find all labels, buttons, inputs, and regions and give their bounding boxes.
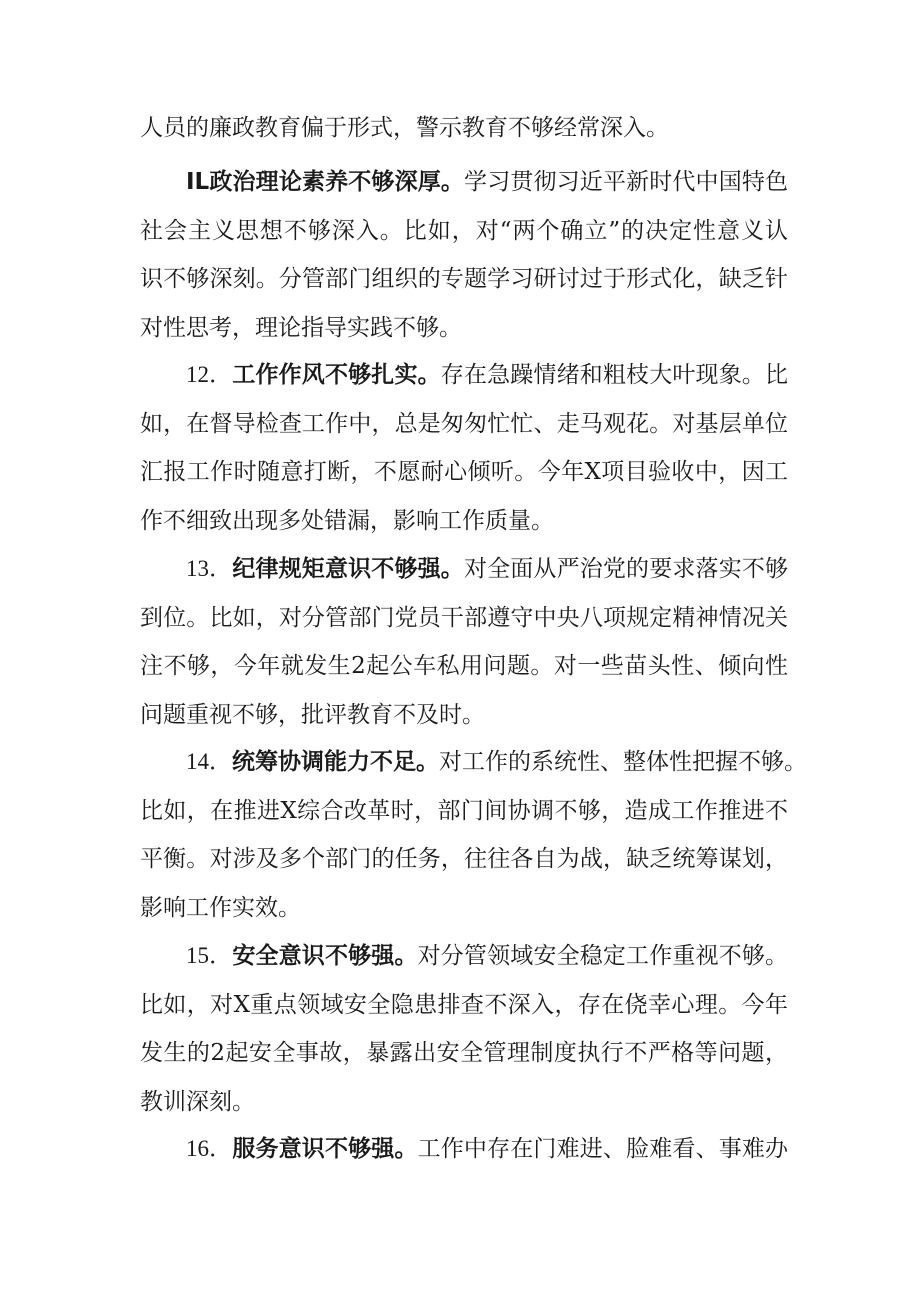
paragraph-line: 比如，在推进X综合改革时，部门间协调不够，造成工作推进不 xyxy=(140,797,788,824)
paragraph-line: 注不够，今年就发生2起公车私用问题。对一些苗头性、倾向性 xyxy=(140,653,788,679)
paragraph-line: 发生的2起安全事故，暴露出安全管理制度执行不严格等问题， xyxy=(140,1040,788,1066)
item-text: 学习贯彻习近平新时代中国特色 xyxy=(464,169,789,195)
paragraph-item-11 xyxy=(140,158,788,352)
paragraph-line: 到位。比如，对分管部门党员干部遵守中央八项规定精神情况关 xyxy=(140,604,788,631)
paragraph-line: 识不够深刻。分管部门组织的专题学习研讨过于形式化，缺乏针 xyxy=(140,266,788,292)
paragraph-line: 比如，对X重点领域安全隐患排查不深入，存在侥幸心理。今年 xyxy=(140,991,788,1018)
item-number: 13． xyxy=(186,556,233,581)
item-text: 对分管领域安全稳定工作重视不够。 xyxy=(417,943,789,969)
item-text: 工作中存在门难进、脸难看、事难办 xyxy=(417,1136,789,1162)
paragraph-line: 对性思考，理论指导实践不够。 xyxy=(140,314,462,341)
paragraph-line: 社会主义思想不够深入。比如，对“两个确立”的决定性意义认 xyxy=(140,217,788,244)
paragraph-line xyxy=(140,1125,788,1174)
item-heading: 政治理论素养不够深厚。 xyxy=(209,169,465,195)
item-number: 15． xyxy=(186,943,233,968)
paragraph-line: 影响工作实效。 xyxy=(140,894,301,921)
paragraph-item-16 xyxy=(140,1125,788,1174)
paragraph-item-14 xyxy=(140,738,807,932)
paragraph-line xyxy=(140,158,788,207)
item-text: 对全面从严治党的要求落实不够 xyxy=(463,556,789,582)
item-number: 16． xyxy=(186,1136,233,1161)
paragraph-continuation xyxy=(140,104,788,153)
paragraph-line: 作不细致出现多处错漏，影响工作质量。 xyxy=(140,507,554,534)
paragraph-line xyxy=(140,545,788,594)
paragraph-line: 问题重视不够，批评教育不及时。 xyxy=(140,701,485,728)
paragraph-line: 平衡。对涉及多个部门的任务，往往各自为战，缺乏统筹谋划， xyxy=(140,846,788,872)
item-number: IL xyxy=(186,169,210,195)
paragraph-item-15 xyxy=(140,932,788,1126)
item-heading: 工作作风不够扎实。 xyxy=(232,362,441,388)
item-text: 存在急躁情绪和粗枝大叶现象。比 xyxy=(440,362,789,388)
paragraph-line xyxy=(140,738,807,787)
paragraph-line: 汇报工作时随意打断，不愿耐心倾听。今年X项目验收中，因工 xyxy=(140,459,788,485)
item-heading: 纪律规矩意识不够强。 xyxy=(232,556,464,582)
paragraph-line xyxy=(140,351,788,400)
item-text: 对工作的系统性、整体性把握不够。 xyxy=(439,749,807,775)
paragraph-line xyxy=(140,932,788,981)
paragraph-line: 教训深刻。 xyxy=(140,1088,255,1115)
paragraph-line: 人员的廉政教育偏于形式，警示教育不够经常深入。 xyxy=(140,115,669,141)
item-heading: 服务意识不够强。 xyxy=(232,1136,418,1162)
paragraph-item-12 xyxy=(140,351,788,545)
paragraph-line: 如，在督导检查工作中，总是匆匆忙忙、走马观花。对基层单位 xyxy=(140,410,788,437)
item-heading: 安全意识不够强。 xyxy=(232,943,418,969)
item-number: 14． xyxy=(186,749,232,774)
item-number: 12． xyxy=(186,362,233,387)
paragraph-item-13 xyxy=(140,545,788,739)
item-heading: 统筹协调能力不足。 xyxy=(232,749,439,775)
